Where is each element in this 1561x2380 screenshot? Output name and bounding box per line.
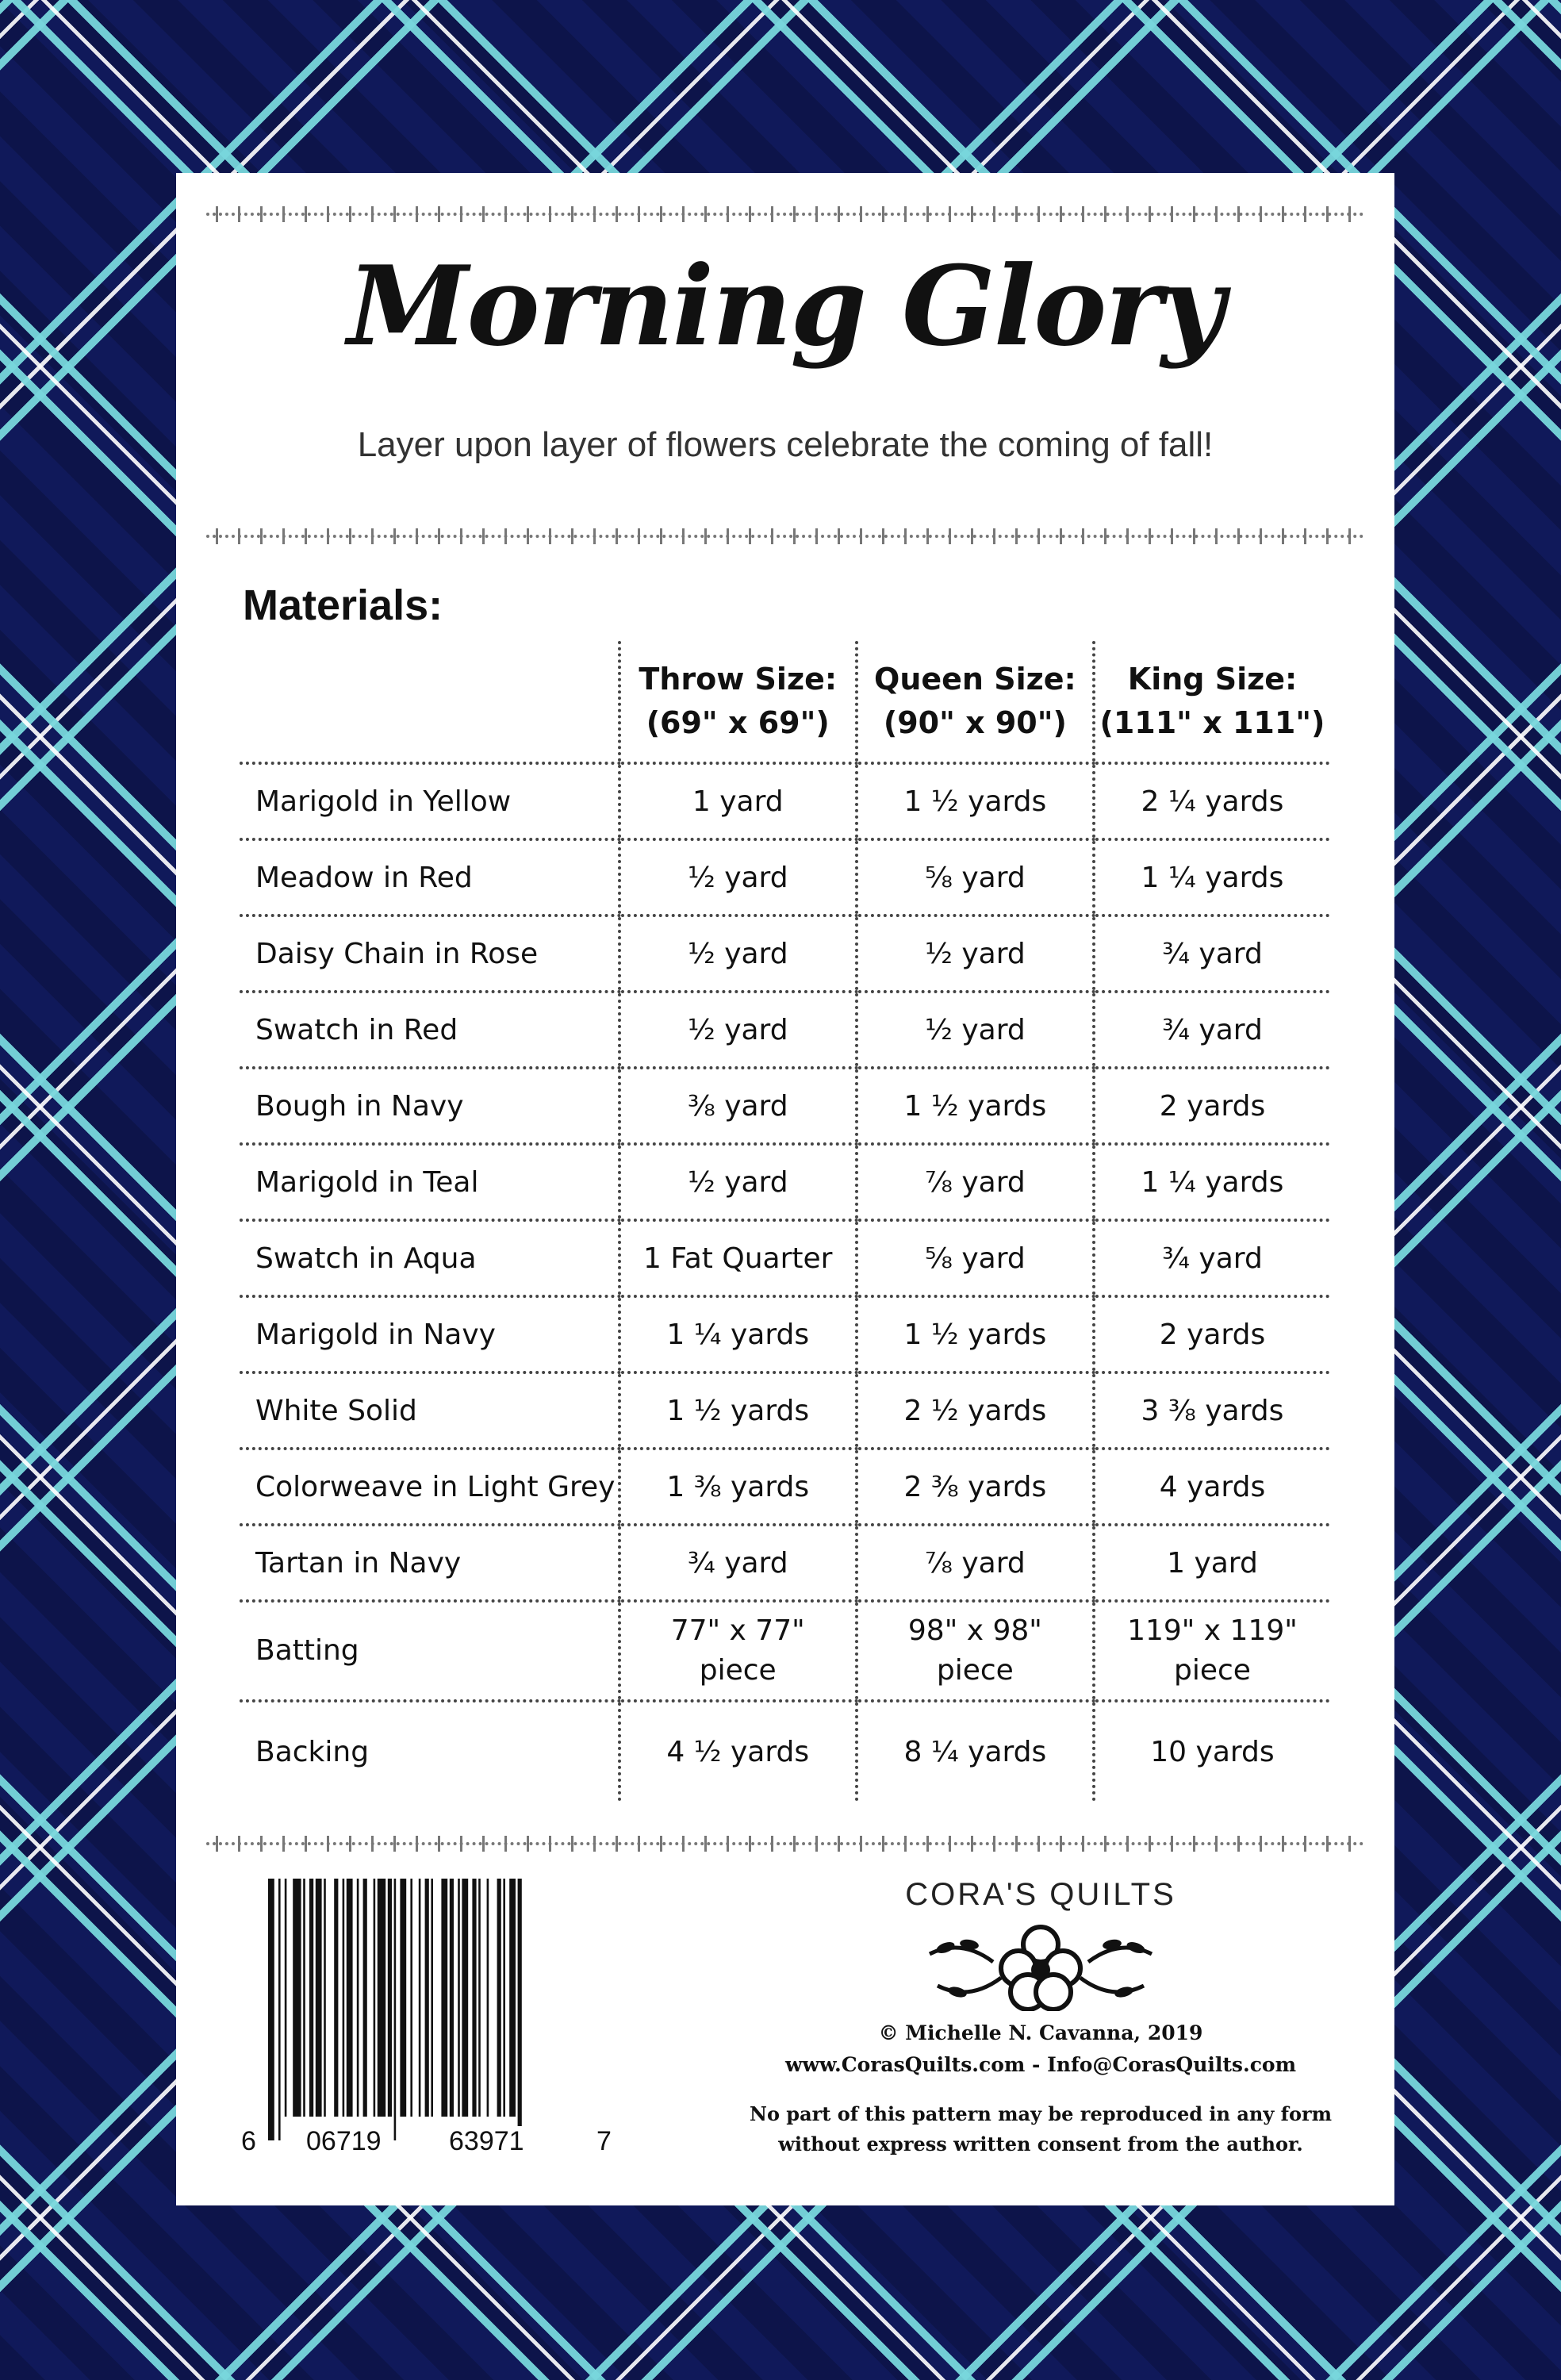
fabric-name: White Solid [240, 1372, 619, 1449]
king-amount: 10 yards [1094, 1701, 1329, 1801]
table-row [240, 1296, 1329, 1372]
amount-line: 119" x 119" [1127, 1614, 1298, 1647]
barcode-digit: 06719 [306, 2126, 382, 2156]
fabric-name: Batting [240, 1601, 619, 1701]
throw-amount: ⅜ yard [619, 1068, 857, 1144]
table-row [240, 1372, 1329, 1449]
copyright-text: © Michelle N. Cavanna, 2019 [878, 2021, 1203, 2044]
table-row [240, 839, 1329, 916]
fabric-name: Bough in Navy [240, 1068, 619, 1144]
king-amount: ¾ yard [1094, 1220, 1329, 1296]
throw-amount: 1 yard [619, 763, 857, 839]
queen-amount: 1 ½ yards [857, 763, 1094, 839]
barcode [240, 1879, 620, 2156]
king-amount: ¾ yard [1094, 916, 1329, 992]
throw-amount: 4 ½ yards [619, 1701, 857, 1801]
flower-logo-icon [914, 1922, 1168, 2011]
king-amount: 2 ¼ yards [1094, 763, 1329, 839]
table-row [240, 916, 1329, 992]
stitch-divider [206, 1842, 1364, 1845]
notice-line: No part of this pattern may be reproduced in any form [750, 2102, 1332, 2125]
table-row [240, 1449, 1329, 1525]
brand-name: CORA'S QUILTS [905, 1877, 1176, 1912]
queen-amount: 8 ¼ yards [857, 1701, 1094, 1801]
king-amount [1094, 1601, 1329, 1701]
king-amount: 1 ¼ yards [1094, 1144, 1329, 1220]
table-row [240, 992, 1329, 1068]
king-amount: 2 yards [1094, 1296, 1329, 1372]
pattern-subtitle: Layer upon layer of flowers celebrate the coming of fall! [357, 425, 1214, 464]
table-row [240, 1601, 1329, 1701]
fabric-name: Swatch in Red [240, 992, 619, 1068]
queen-amount: ½ yard [857, 992, 1094, 1068]
amount-line: 98" x 98" [907, 1614, 1042, 1647]
contact-text: www.CorasQuilts.com - Info@CorasQuilts.com [784, 2053, 1297, 2076]
fabric-name: Tartan in Navy [240, 1525, 619, 1601]
queen-amount: 1 ½ yards [857, 1068, 1094, 1144]
barcode-digit: 7 [596, 2126, 612, 2156]
king-amount: 1 yard [1094, 1525, 1329, 1601]
amount-line: piece [699, 1654, 777, 1687]
fabric-name: Marigold in Navy [240, 1296, 619, 1372]
amount-line: piece [1173, 1654, 1251, 1687]
throw-amount: 1 Fat Quarter [619, 1220, 857, 1296]
column-label: King Size: [1127, 661, 1298, 697]
column-size: (111" x 111") [1099, 705, 1325, 740]
barcode-bars [263, 1879, 589, 2140]
queen-amount: 2 ⅜ yards [857, 1449, 1094, 1525]
column-size: (69" x 69") [646, 705, 830, 740]
stitch-divider [206, 213, 1364, 216]
throw-amount [619, 1601, 857, 1701]
notice-line: without express written consent from the author. [778, 2132, 1303, 2155]
barcode-digit: 63971 [449, 2126, 524, 2156]
materials-heading: Materials: [243, 582, 443, 629]
column-header-throw [619, 641, 857, 763]
table-row [240, 1220, 1329, 1296]
throw-amount: 1 ½ yards [619, 1372, 857, 1449]
table-header-blank [240, 641, 619, 763]
fabric-name: Marigold in Teal [240, 1144, 619, 1220]
queen-amount: 2 ½ yards [857, 1372, 1094, 1449]
fabric-name: Daisy Chain in Rose [240, 916, 619, 992]
amount-line: piece [936, 1654, 1014, 1687]
throw-amount: ½ yard [619, 916, 857, 992]
fabric-name: Marigold in Yellow [240, 763, 619, 839]
column-header-queen [857, 641, 1094, 763]
queen-amount: ⅞ yard [857, 1144, 1094, 1220]
queen-amount [857, 1601, 1094, 1701]
column-label: Queen Size: [874, 661, 1076, 697]
fabric-name: Colorweave in Light Grey [240, 1449, 619, 1525]
king-amount: 4 yards [1094, 1449, 1329, 1525]
queen-amount: ⅝ yard [857, 1220, 1094, 1296]
throw-amount: ½ yard [619, 1144, 857, 1220]
table-row [240, 1144, 1329, 1220]
king-amount: 3 ⅜ yards [1094, 1372, 1329, 1449]
column-header-king [1094, 641, 1329, 763]
pattern-title: Morning Glory [347, 241, 1224, 370]
queen-amount: ⅞ yard [857, 1525, 1094, 1601]
stitch-divider [206, 535, 1364, 538]
table-row [240, 1068, 1329, 1144]
throw-amount: ½ yard [619, 839, 857, 916]
king-amount: 2 yards [1094, 1068, 1329, 1144]
king-amount: ¾ yard [1094, 992, 1329, 1068]
king-amount: 1 ¼ yards [1094, 839, 1329, 916]
amount-line: 77" x 77" [670, 1614, 805, 1647]
table-row [240, 763, 1329, 839]
barcode-digit: 6 [241, 2126, 256, 2156]
fabric-name: Backing [255, 1735, 370, 1768]
fabric-name: Swatch in Aqua [240, 1220, 619, 1296]
table-row [240, 1525, 1329, 1601]
materials-table [240, 641, 1329, 1801]
table-row [240, 1701, 1329, 1801]
column-size: (90" x 90") [883, 705, 1067, 740]
column-label: Throw Size: [639, 661, 838, 697]
queen-amount: ⅝ yard [857, 839, 1094, 916]
throw-amount: ¾ yard [619, 1525, 857, 1601]
queen-amount: 1 ½ yards [857, 1296, 1094, 1372]
throw-amount: 1 ¼ yards [619, 1296, 857, 1372]
queen-amount: ½ yard [857, 916, 1094, 992]
fabric-name: Meadow in Red [240, 839, 619, 916]
throw-amount: 1 ⅜ yards [619, 1449, 857, 1525]
throw-amount: ½ yard [619, 992, 857, 1068]
table-header-row [240, 641, 1329, 763]
pattern-card [176, 173, 1394, 2205]
